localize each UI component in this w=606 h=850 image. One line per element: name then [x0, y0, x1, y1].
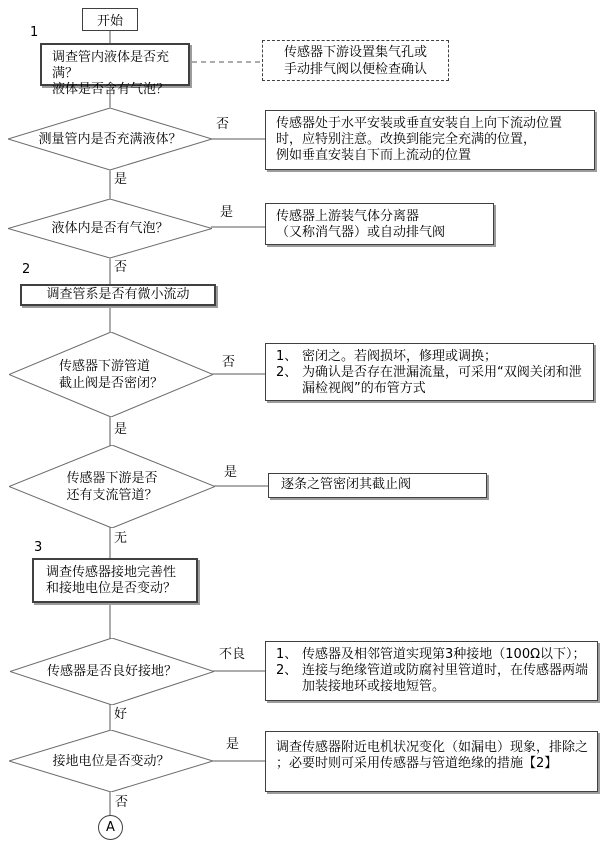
action-text-line: 传感器处于水平安装或垂直安装自上向下流动位置 [276, 116, 563, 131]
decision-text-line: 传感器下游管道 [58, 358, 150, 374]
process-check-liquid-full [40, 43, 190, 97]
decision-text [66, 470, 157, 504]
list-item-number: 1、 [276, 647, 298, 662]
action-improve-grounding [265, 641, 598, 701]
decision-text-line: 截止阀是否密闭？ [58, 375, 163, 391]
list-item-number: 2、 [276, 663, 298, 678]
branch-label-yes: 是 [114, 422, 128, 437]
note-text-line: 手动排气阀以便检查确认 [283, 61, 427, 77]
decision-text: 测量管内是否充满液体？ [38, 131, 182, 147]
list-item-number: 2、 [276, 365, 298, 380]
action-text-line: 逐条之管密闭其截止阀 [281, 477, 412, 492]
section-label-2: 2 [22, 262, 31, 277]
branch-label-yes: 是 [114, 172, 128, 187]
action-text-line: ；必要时则可采用传感器与管道绝缘的措施【2】 [276, 756, 558, 771]
process-text-line: 液体是否含有气泡？ [52, 82, 170, 97]
decision-tube-full-of-liquid [8, 108, 212, 170]
branch-label-no: 否 [216, 117, 230, 132]
action-close-stop-valves [268, 473, 487, 498]
decision-bubbles-in-liquid [8, 199, 212, 258]
decision-text: 传感器是否良好接地？ [46, 664, 177, 679]
note-air-collection-vent [262, 40, 449, 81]
process-text-line: 调查传感器接地完善性 [46, 565, 177, 580]
connector-a-terminal [98, 815, 123, 840]
start-node [82, 8, 138, 31]
branch-label-none: 无 [114, 531, 128, 546]
process-text-line: 和接地电位是否变动？ [46, 581, 177, 596]
process-check-micro-flow [20, 284, 216, 306]
note-text-line: 传感器下游设置集气孔或 [283, 44, 427, 60]
branch-label-no: 否 [222, 355, 236, 370]
branch-label-no: 否 [114, 260, 128, 275]
decision-text [59, 358, 163, 392]
action-list-item [276, 647, 591, 663]
branch-label-yes: 是 [224, 465, 238, 480]
process-check-grounding [32, 558, 198, 603]
list-item-number: 1、 [276, 349, 298, 364]
branch-label-good: 好 [114, 707, 128, 722]
decision-downstream-valve-sealed [9, 332, 213, 417]
branch-label-no: 否 [115, 795, 129, 810]
decision-ground-potential-varies [9, 730, 213, 792]
start-label: 开始 [96, 14, 123, 29]
decision-text: 接地电位是否变动？ [52, 753, 170, 769]
action-text-line: （又称消气器）或自动排气阀 [276, 225, 446, 240]
action-reinstall-position [265, 110, 595, 170]
action-list-item [276, 663, 591, 695]
action-text-line: 传感器上游装气体分离器 [276, 209, 420, 224]
action-list-item [276, 349, 587, 365]
connector-a-label: A [106, 820, 115, 835]
decision-text: 液体内是否有气泡？ [51, 221, 169, 236]
section-label-1: 1 [30, 25, 39, 40]
decision-branch-pipes-downstream [9, 445, 215, 528]
action-text-line: 时，应特别注意。改换到能完全充满的位置， [276, 132, 537, 147]
action-text-line: 例如垂直安装自下而上流动的位置 [276, 148, 472, 163]
action-seal-or-repair-valve [265, 343, 594, 401]
action-gas-separator [265, 203, 494, 245]
decision-text-line: 还有支流管道？ [66, 487, 158, 503]
list-item-text: 密闭之。若阀损坏，修理或调换； [302, 349, 498, 364]
action-text-line: 调查传感器附近电机状况变化（如漏电）现象，排除之 [276, 740, 589, 755]
decision-text-line: 传感器下游是否 [66, 470, 158, 486]
branch-label-bad: 不良 [219, 647, 246, 662]
process-text-line: 调查管系是否有微小流动 [46, 287, 190, 302]
list-item-text: 传感器及相邻管道实现第3种接地（100Ω以下）； [302, 647, 586, 662]
list-item-text: 连接与绝缘管道或防腐衬里管道时，在传感器两端加装接地环或接地短管。 [302, 663, 589, 694]
action-check-nearby-motor-leakage [265, 731, 598, 792]
branch-label-yes: 是 [226, 737, 240, 752]
list-item-text: 为确认是否存在泄漏流量，可采用“双阀关闭和泄漏检视阀”的布管方式 [302, 365, 582, 396]
branch-label-yes: 是 [220, 205, 234, 220]
process-text-line: 调查管内液体是否充满？ [52, 50, 170, 81]
decision-sensor-well-grounded [10, 638, 214, 705]
section-label-3: 3 [34, 540, 43, 555]
action-list-item [276, 365, 587, 397]
